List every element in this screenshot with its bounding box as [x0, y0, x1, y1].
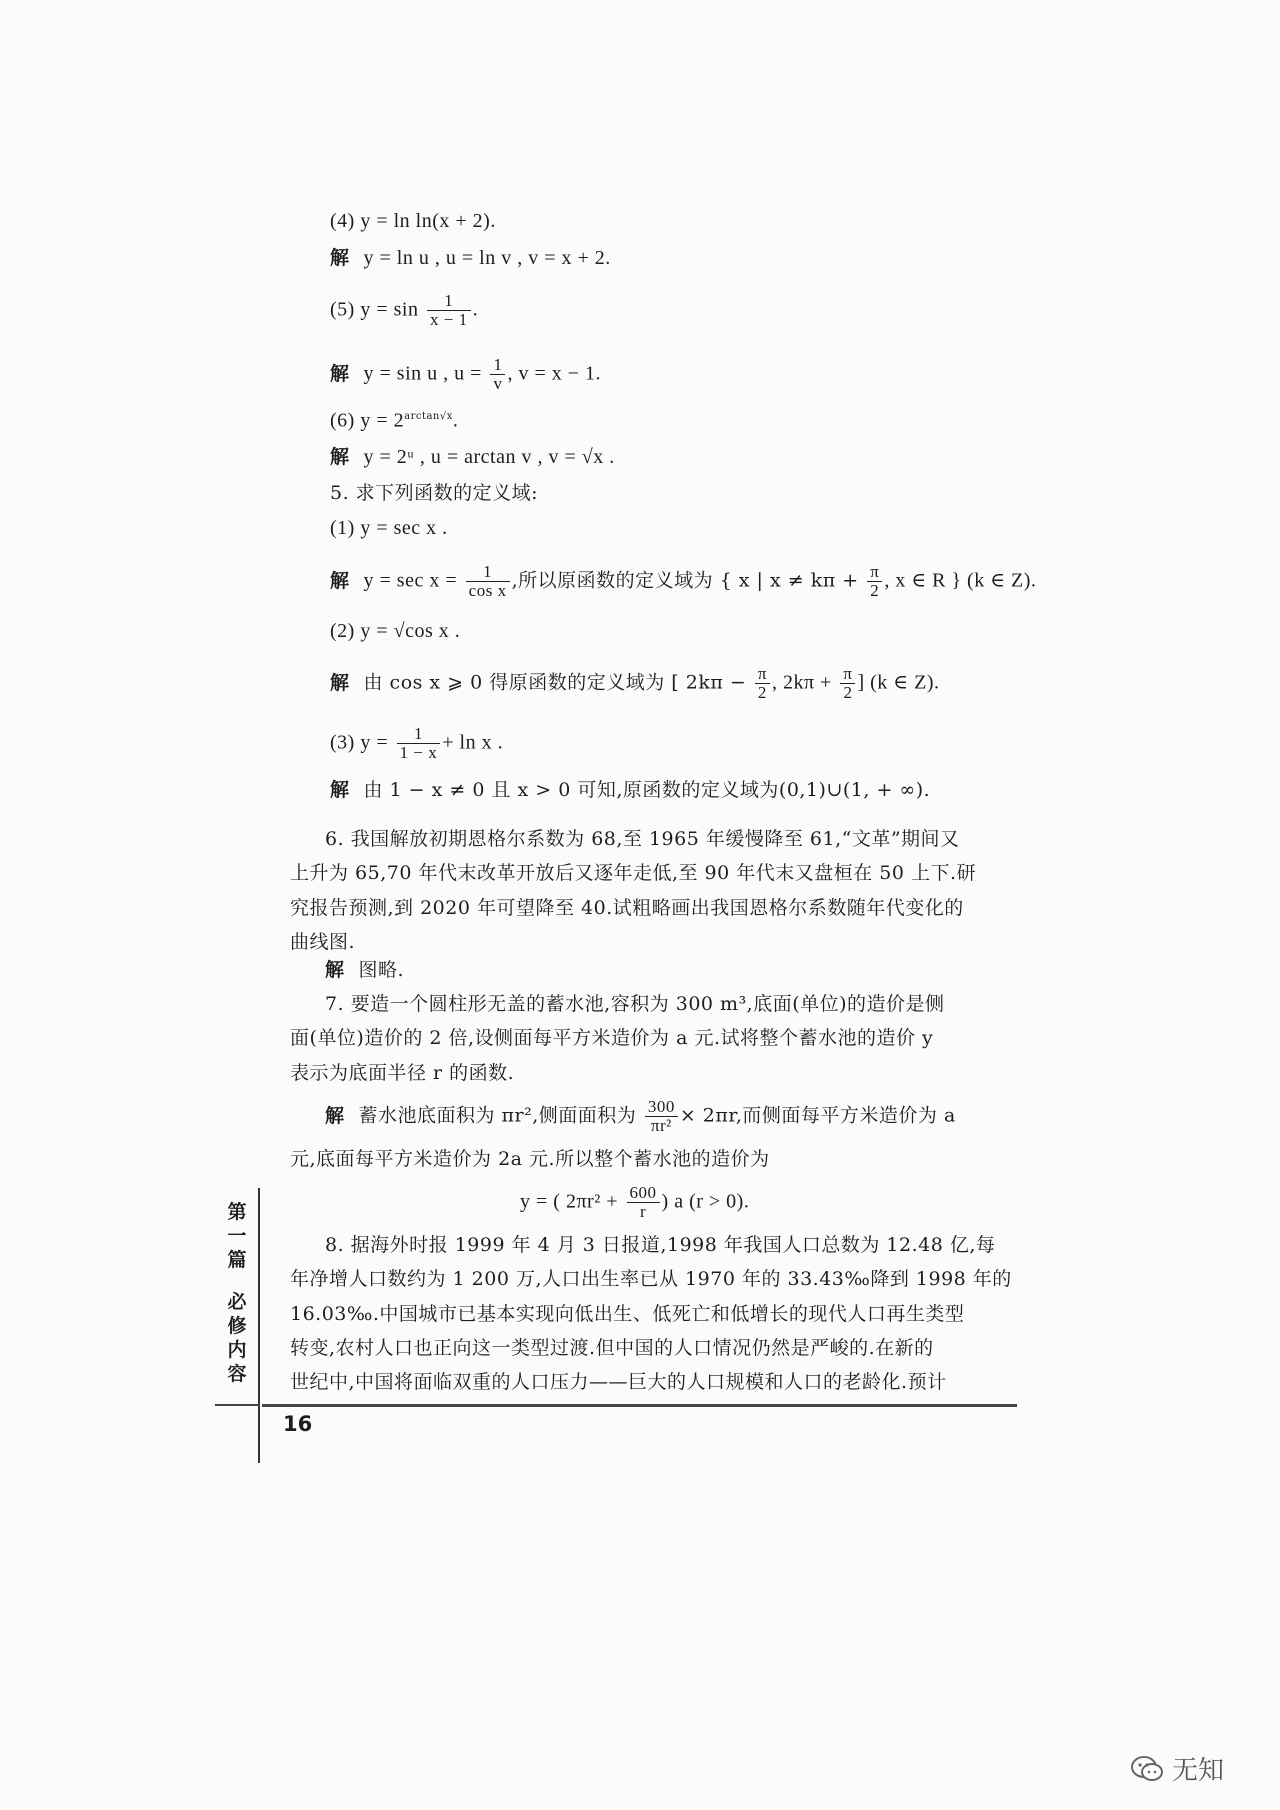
problem-7-answer-line-1: 解 蓄水池底面积为 πr²,侧面面积为 $\frac{300}{\text{πr²}}$ × 2πr,而侧面每平方米造价为 a [325, 1097, 956, 1135]
line-6-question: (6) $y = 2^{arctan√x}$. [330, 409, 459, 432]
problem-6-line-4: 曲线图. [290, 931, 356, 953]
fraction: $\frac{\pi}{2}$ [755, 665, 770, 702]
problem-7-answer-line-2: 元,底面每平方米造价为 2a 元.所以整个蓄水池的造价为 [290, 1148, 770, 1170]
margin-rule [258, 1188, 260, 1463]
line-6-answer: 解 y = 2ᵘ , u = arctan v , v = √x . [330, 446, 615, 468]
problem-7-line-2: 面(单位)造价的 2 倍,设侧面每平方米造价为 a 元.试将整个蓄水池的造价 y [290, 1027, 934, 1049]
fraction: $\frac{1}{\text{cos x}}$ [466, 563, 510, 600]
footer-rule-left [215, 1404, 260, 1406]
fraction: $\frac{1}{v}$ [490, 356, 505, 393]
problem-8-line-1: 8. 据海外时报 1999 年 4 月 3 日报道,1998 年我国人口总数为 12.48 亿,每 [325, 1234, 996, 1256]
page-number: 16 [283, 1412, 313, 1436]
chapter-sidebar [220, 1200, 254, 1386]
sidebar-char: 一 [227, 1225, 247, 1247]
problem-7-line-3: 表示为底面半径 r 的函数. [290, 1062, 515, 1084]
fraction: $\frac{300}{\text{πr²}}$ [645, 1098, 678, 1135]
footer-rule [262, 1404, 1017, 1407]
problem-8-line-2: 年净增人口数约为 1 200 万,人口出生率已从 1970 年的 33.43‰降到 1998 年的 [290, 1268, 1012, 1290]
sidebar-char: 必 [227, 1291, 247, 1313]
fraction: $\frac{1}{x - 1}$ [427, 292, 471, 329]
sidebar-char: 修 [227, 1315, 247, 1337]
line-5-answer: 解 y = sin u , u = $\frac{1}{v}$ , v = x − 1. [330, 355, 602, 393]
sidebar-char: 篇 [227, 1249, 247, 1271]
fraction: $\frac{\pi}{2}$ [867, 563, 882, 600]
line-5-1-answer: 解 y = sec x = $\frac{1}{\text{cos x}}$ ,所以原函数的定义域为 { x | x ≠ kπ + $\frac{\pi}{2}$ , x ∈ R } (k ∈ Z). [330, 562, 1037, 600]
problem-8-line-4: 转变,农村人口也正向这一类型过渡.但中国的人口情况仍然是严峻的.在新的 [290, 1337, 934, 1359]
line-5-2-question: (2) y = √cos x . [330, 620, 461, 642]
problem-7-equation: y = ( 2πr² + $\frac{600}{r}$ ) a (r > 0). [520, 1183, 750, 1221]
chat-bubble-icon [1130, 1754, 1164, 1784]
problem-8-line-3: 16.03‰.中国城市已基本实现向低出生、低死亡和低增长的现代人口再生类型 [290, 1303, 965, 1325]
line-5-2-answer: 解 由 cos x ⩾ 0 得原函数的定义域为 [ 2kπ − $\frac{\pi}{2}$ , 2kπ + $\frac{\pi}{2}$ ] (k ∈ Z). [330, 664, 940, 702]
watermark [1130, 1750, 1224, 1787]
line-4-answer: 解 y = ln u , u = ln v , v = x + 2. [330, 247, 611, 269]
problem-6-line-2: 上升为 65,70 年代末改革开放后又逐年走低,至 90 年代末又盘桓在 50 上下.研 [290, 862, 977, 884]
problem-8-line-5: 世纪中,中国将面临双重的人口压力——巨大的人口规模和人口的老龄化.预计 [290, 1371, 947, 1393]
line-5-3-question: (3) y = $\frac{1}{1 - x}$ + ln x . [330, 724, 504, 762]
problem-6-line-1: 6. 我国解放初期恩格尔系数为 68,至 1965 年缓慢降至 61,“文革”期间又 [325, 828, 960, 850]
fraction: $\frac{600}{r}$ [627, 1184, 660, 1221]
sidebar-char: 内 [227, 1339, 247, 1361]
line-5-question: (5) y = sin $\frac{1}{x - 1}$ . [330, 291, 479, 329]
problem-6-answer: 解 图略. [325, 959, 405, 981]
line-4-question: (4) y = ln ln(x + 2). [330, 210, 496, 232]
line-5-1-question: (1) y = sec x . [330, 517, 448, 539]
problem-6-line-3: 究报告预测,到 2020 年可望降至 40.试粗略画出我国恩格尔系数随年代变化的 [290, 897, 964, 919]
watermark-text: 无知 [1172, 1756, 1225, 1786]
line-5-3-answer: 解 由 1 − x ≠ 0 且 x > 0 可知,原函数的定义域为(0,1)∪(1, + ∞). [330, 779, 931, 801]
sidebar-char: 第 [227, 1201, 247, 1223]
problem-7-line-1: 7. 要造一个圆柱形无盖的蓄水池,容积为 300 m³,底面(单位)的造价是侧 [325, 993, 945, 1015]
problem-5-heading: 5. 求下列函数的定义域: [330, 482, 539, 504]
sidebar-char: 容 [227, 1363, 247, 1385]
fraction: $\frac{\pi}{2}$ [840, 665, 855, 702]
fraction: $\frac{1}{1 - x}$ [397, 725, 441, 762]
